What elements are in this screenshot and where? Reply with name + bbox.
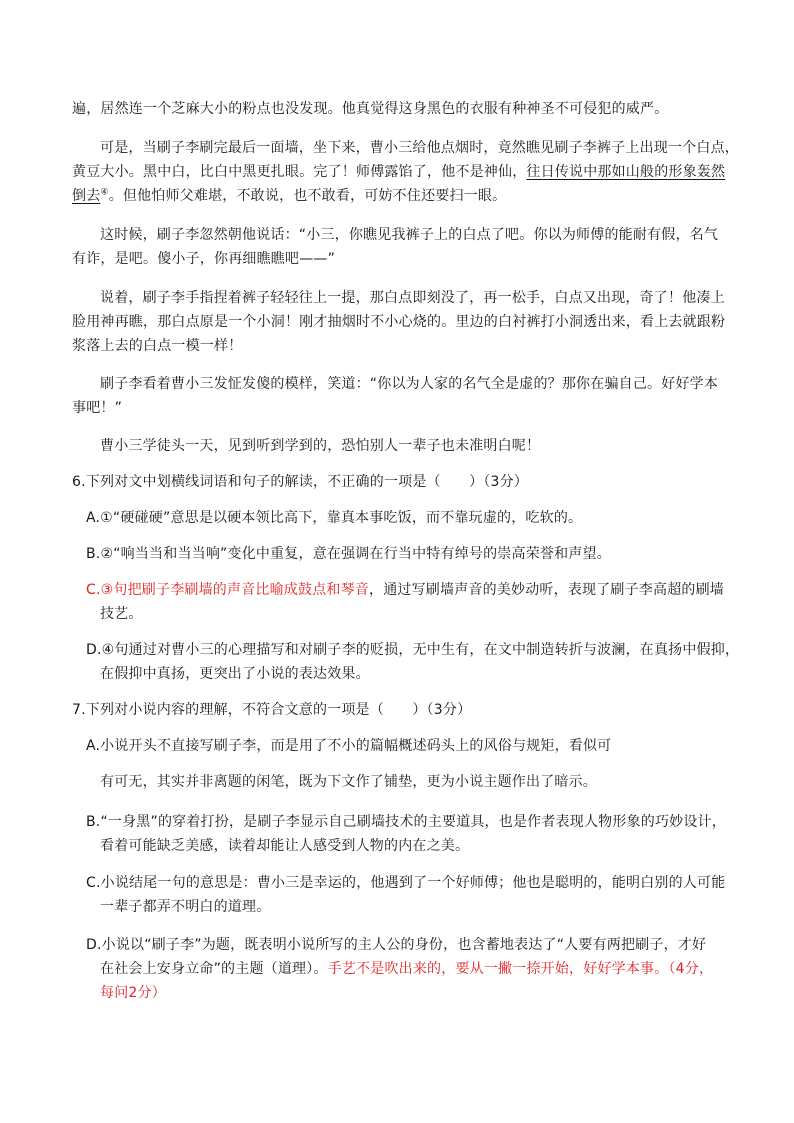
footnote-marker: ④ — [100, 187, 109, 198]
question-7-option-b-cont: 看着可能缺乏美感，读着却能让人感受到人物的内在之美。 — [100, 838, 470, 854]
question-6-option-b: B.②“响当当和当当响”变化中重复，意在强调在行当中特有绰号的崇高荣誉和声望。 — [86, 546, 611, 562]
passage-line: 说着，刷子李手指捏着裤子轻轻往上一提，那白点即刻没了，再一松手，白点又出现，奇了！他凑上 — [100, 290, 725, 306]
passage-text: 。但他怕师父难堪，不敢说，也不敢看，可妨不住还要扫一眼。 — [108, 188, 507, 204]
question-7-option-b: B.“一身黑”的穿着打扮，是刷子李显示自己刷墙技术的主要道具，也是作者表现人物形象的巧妙设计， — [86, 814, 726, 830]
question-7-option-a-cont: 有可无，其实并非离题的闲笔，既为下文作了铺垫，更为小说主题作出了暗示。 — [100, 774, 597, 790]
question-6-option-d: D.④句通过对曹小三的心理描写和对刷子李的贬损，无中生有，在文中制造转折与波澜，在真扬中假抑， — [86, 642, 740, 658]
underlined-phrase: 往日传说中那如山般的形象轰然 — [526, 164, 726, 180]
passage-line: 浆落上去的白点一模一样！ — [72, 338, 243, 354]
passage-text: 黄豆大小。黑中白，比白中黑更扎眼。完了！师傅露馅了，他不是神仙， — [72, 164, 527, 180]
passage-line: 遍，居然连一个芝麻大小的粉点也没发现。他真觉得这身黑色的衣服有种神圣不可侵犯的威严。 — [72, 101, 669, 117]
passage-line — [72, 187, 506, 205]
question-7-option-c: C.小说结尾一句的意思是：曹小三是幸运的，他遇到了一个好师傅；他也是聪明的，能明白别的人可能 — [86, 875, 726, 891]
passage-line: 这时候，刷子李忽然朝他说话：“小三，你瞧见我裤子上的白点了吧。你以为师傅的能耐有假，名气 — [100, 227, 719, 243]
question-7-option-d-cont — [100, 960, 713, 978]
passage-line: 可是，当刷子李刷完最后一面墙，坐下来，曹小三给他点烟时，竟然瞧见刷子李裤子上出现一个白点， — [100, 140, 739, 156]
question-7-option-a: A.小说开头不直接写刷子李，而是用了不小的篇幅概述码头上的风俗与规矩，看似可 — [86, 738, 612, 754]
underlined-phrase: 倒去 — [72, 188, 101, 204]
passage-line: 事吧！” — [72, 400, 123, 416]
question-6-option-c-cont: 技艺。 — [100, 606, 143, 622]
passage-line: 曹小三学徒头一天，见到听到学到的，恐怕别人一辈子也未准明白呢！ — [100, 438, 541, 454]
highlighted-answer: 句把刷子李刷墙的声音比喻成鼓点和琴音 — [113, 582, 369, 598]
passage-line: 脸用神再瞧，那白点原是一个小洞！刚才抽烟时不小心烧的。里边的白衬裤打小洞透出来，看上去就跟粉 — [72, 314, 726, 330]
question-6-stem: 6.下列对文中划横线词语和句子的解读，不正确的一项是（ ）（3分） — [72, 474, 529, 490]
question-7-option-d: D.小说以“刷子李”为题，既表明小说所写的主人公的身份，也含蓄地表达了“人要有两把刷子，才好 — [86, 937, 707, 953]
question-7-option-c-cont: 一辈子都弄不明白的道理。 — [100, 899, 271, 915]
passage-line: 刷子李看着曹小三发怔发傻的模样，笑道：“你以为人家的名气全是虚的？那你在骗自己。好好学本 — [100, 376, 719, 392]
option-label: C.③ — [86, 582, 114, 598]
answer-key-cont: 每问2分） — [100, 985, 166, 1001]
question-7-stem: 7.下列对小说内容的理解，不符合文意的一项是（ ）（3分） — [72, 702, 472, 718]
option-text: 在社会上安身立命”的主题（道理）。 — [100, 961, 328, 977]
question-6-option-a: A.①“硬碰硬”意思是以硬本领比高下，靠真本事吃饭，而不靠玩虚的，吃软的。 — [86, 510, 583, 526]
question-6-option-d-cont: 在假抑中真扬，更突出了小说的表达效果。 — [100, 666, 370, 682]
passage-line — [72, 163, 725, 181]
option-text: ，通过写刷墙声音的美妙动听，表现了刷子李高超的刷墙 — [369, 582, 724, 598]
question-6-option-c — [86, 581, 724, 599]
passage-line: 有诈，是吧。傻小子，你再细瞧瞧吧——” — [72, 251, 336, 267]
answer-key: 手艺不是吹出来的，要从一撇一捺开始，好好学本事。（4分， — [327, 961, 714, 977]
